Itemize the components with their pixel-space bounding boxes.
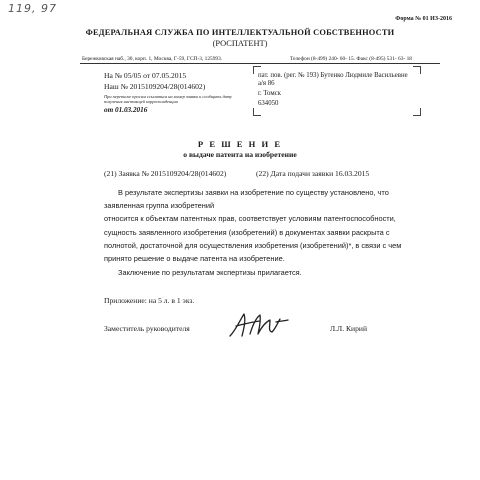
decision-title: Р Е Ш Е Н И Е [197,139,283,149]
signer-role: Заместитель руководителя [104,324,190,333]
correspondence-note: При переписке просим ссылаться на номер заявки и сообщить дату получения настоящей корреспонденции [104,94,232,105]
address-corner-mark [253,108,261,116]
agency-phones: Телефон (8-499) 240- 60- 15. Факс (8-495) 531- 63- 18 [290,56,412,62]
our-reference: Наш № 2015109204/28(014602) [104,82,206,91]
incoming-reference: На № 05/05 от 07.05.2015 [104,71,187,80]
signature-mark [226,310,290,340]
address-corner-mark [413,66,421,74]
body-line: полнотой, достаточной для осуществления изобретения (изобретений)*, в связи с чем [104,241,402,250]
recipient-name: пат. пов. (рег. № 193) Бутенко Людмиле Васильевне [258,72,408,79]
body-line: заявленная группа изобретений [104,201,215,210]
application-number: (21) Заявка № 2015109204/28(014602) [104,169,227,178]
body-line: принято решение о выдаче патента на изобретение. [104,254,285,263]
application-filing-date: (22) Дата подачи заявки 16.03.2015 [256,169,370,178]
document-date: от 01.03.2016 [104,106,148,114]
body-line: сущность заявленного изобретения (изобретений) в документах заявки раскрыта с [104,228,390,237]
agency-title: ФЕДЕРАЛЬНАЯ СЛУЖБА ПО ИНТЕЛЛЕКТУАЛЬНОЙ СОБСТВЕННОСТИ [85,28,395,37]
conclusion-line: Заключение по результатам экспертизы прилагается. [118,268,302,277]
signer-name: Л.Л. Кирий [330,324,368,333]
attachment-line: Приложение: на 5 л. в 1 экз. [104,296,195,305]
agency-abbreviation: (РОСПАТЕНТ) [212,39,268,48]
handwritten-note: 119, 97 [8,2,57,15]
recipient-po-box: а/я 86 [258,80,275,87]
address-corner-mark [413,108,421,116]
agency-address: Бережковская наб., 30, корп. 1, Москва, Г-59, ГСП-3, 125993. [82,56,223,62]
header-divider [80,63,440,64]
body-line: В результате экспертизы заявки на изобретение по существу установлено, что [118,188,389,197]
body-line: относится к объектам патентных прав, соответствует условиям патентоспособности, [104,214,396,223]
recipient-postcode: 634050 [258,100,279,107]
decision-subtitle: о выдаче патента на изобретение [183,150,297,159]
recipient-city: г. Томск [258,90,281,97]
form-number: Форма № 01 ИЗ-2016 [395,16,452,22]
